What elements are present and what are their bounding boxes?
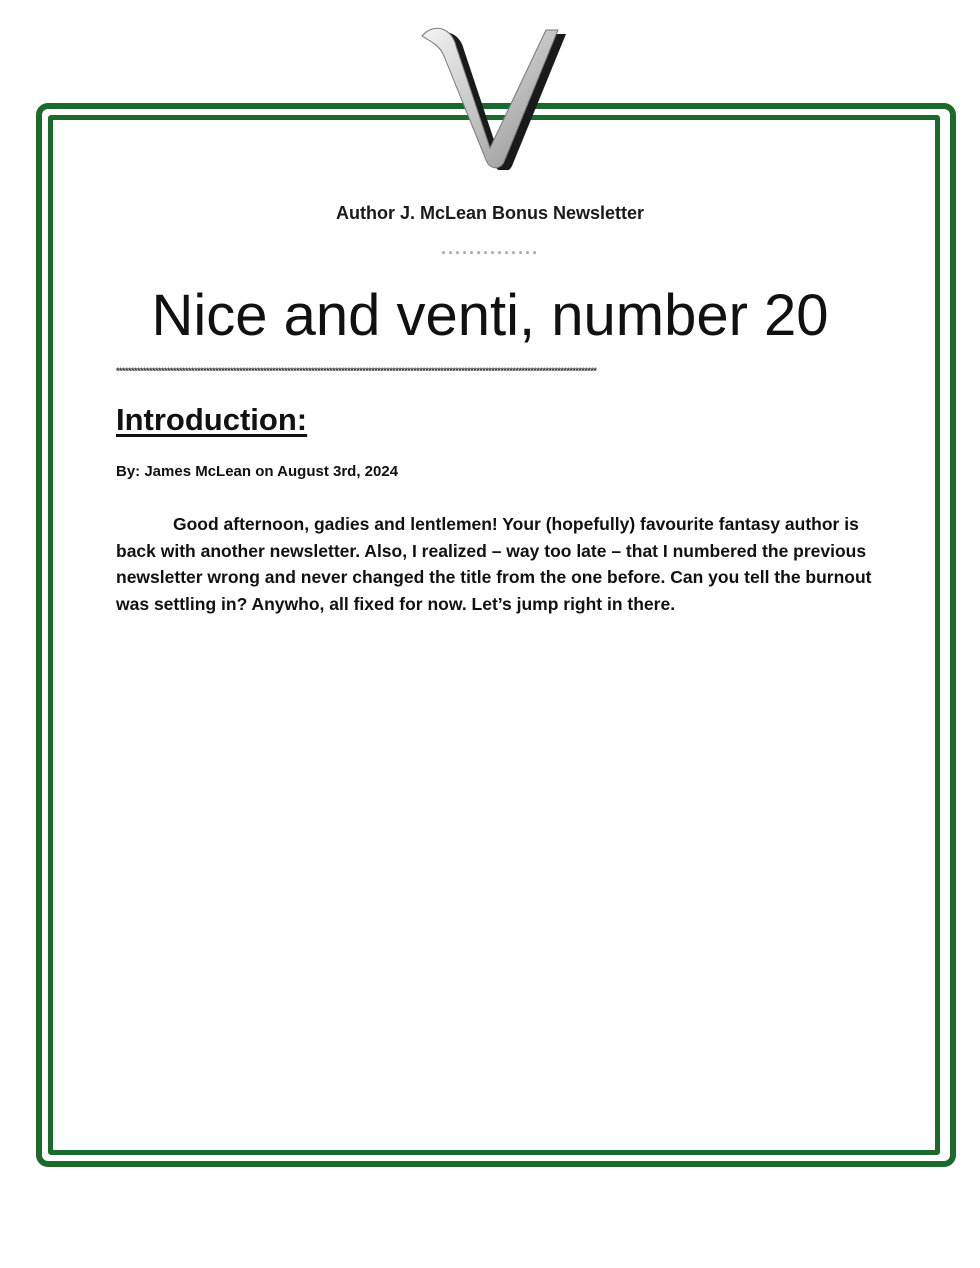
page-title: Nice and venti, number 20 [151,283,829,348]
inner-green-border [48,115,940,1155]
byline: By: James McLean on August 3rd, 2024 [116,463,399,480]
dotted-divider: ·············· [441,243,539,263]
intro-paragraph: Good afternoon, gadies and lentlemen! Your (hopefully) favourite fantasy author is back with another newsletter. Also, I realized – way too late – that I numbered the previous newsletter wrong and never changed the title from the one before. Can you tell the burnout was settling in? Anywho, all fixed for now. Let’s jump right in there. [116,514,872,614]
silver-v-logo-icon [412,20,568,170]
newsletter-label: Author J. McLean Bonus Newsletter [335,203,645,223]
section-heading: Introduction: [116,402,308,437]
asterisk-separator: **************************************************************************************************************************************************************** [116,366,597,376]
